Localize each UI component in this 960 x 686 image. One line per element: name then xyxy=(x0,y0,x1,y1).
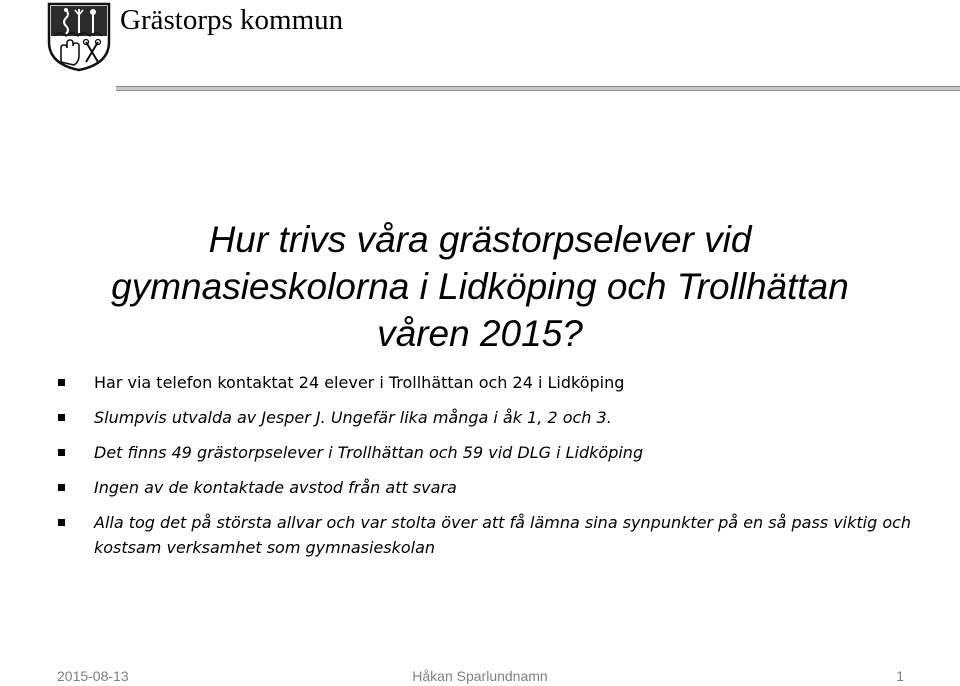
bullet-square-icon xyxy=(58,379,65,386)
bullet-item xyxy=(56,475,916,500)
title-line: gymnasieskolorna i Lidköping och Trollhättan xyxy=(111,266,849,307)
slide-title xyxy=(40,216,920,357)
bullet-square-icon xyxy=(58,519,65,526)
footer-author: Håkan Sparlundnamn xyxy=(412,668,548,684)
bullet-square-icon xyxy=(58,449,65,456)
organization-name: Grästorps kommun xyxy=(120,4,344,36)
bullet-item xyxy=(56,370,916,395)
footer-date: 2015-08-13 xyxy=(57,668,129,684)
bullet-square-icon xyxy=(58,484,65,491)
bullet-item xyxy=(56,510,916,560)
bullet-text: Det finns 49 grästorpselever i Trollhättan och 59 vid DLG i Lidköping xyxy=(94,443,644,462)
header-divider xyxy=(116,86,960,91)
bullet-text: Alla tog det på största allvar och var stolta över att få lämna sina synpunkter på en så pass viktig och kostsam verksamhet som gymnasieskolan xyxy=(94,513,912,557)
bullet-text: Har via telefon kontaktat 24 elever i Trollhättan och 24 i Lidköping xyxy=(94,373,625,392)
page-number: 1 xyxy=(896,668,904,684)
bullet-item xyxy=(56,440,916,465)
bullet-text: Ingen av de kontaktade avstod från att svara xyxy=(94,478,457,497)
coat-of-arms-icon xyxy=(46,2,112,72)
bullet-list xyxy=(56,370,916,570)
title-line: våren 2015? xyxy=(377,313,583,354)
bullet-square-icon xyxy=(58,414,65,421)
title-line: Hur trivs våra grästorpselever vid xyxy=(208,219,752,260)
slide-header xyxy=(0,0,960,100)
slide-footer xyxy=(0,668,960,686)
bullet-item xyxy=(56,405,916,430)
bullet-text: Slumpvis utvalda av Jesper J. Ungefär lika många i åk 1, 2 och 3. xyxy=(94,408,612,427)
